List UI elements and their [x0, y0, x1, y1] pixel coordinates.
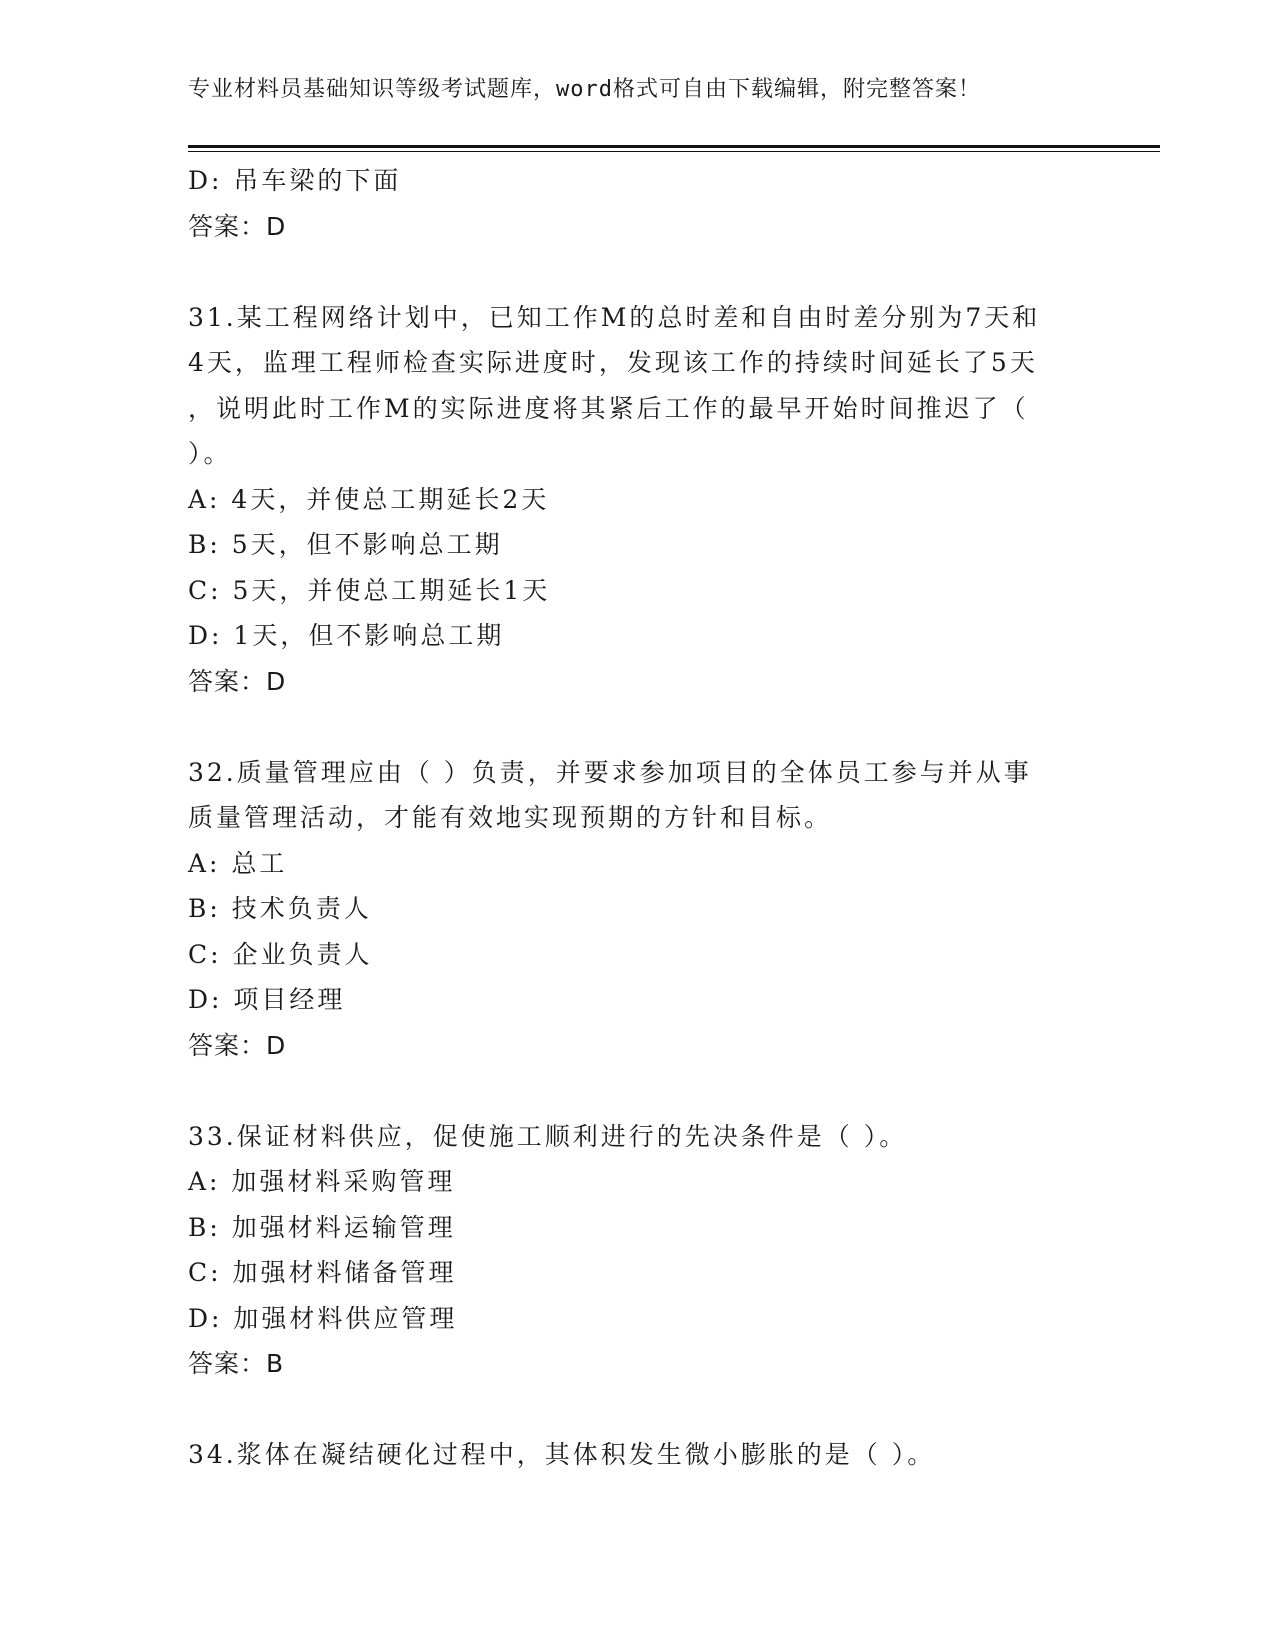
- question-text-line: 4天，监理工程师检查实际进度时，发现该工作的持续时间延长了5天: [188, 348, 1038, 377]
- question-text-line: 32.质量管理应由（ ）负责，并要求参加项目的全体员工参与并从事: [188, 757, 1032, 787]
- option-a: A: 总工: [188, 848, 288, 878]
- option-d: D: 吊车梁的下面: [188, 166, 402, 195]
- question-34: [188, 1432, 1088, 1478]
- spacer: [188, 1387, 1088, 1433]
- option-d: D: 项目经理: [188, 985, 346, 1014]
- question-text-line: ）。: [188, 439, 232, 468]
- question-31: [188, 295, 1088, 705]
- option-a: A: 4天，并使总工期延长2天: [188, 484, 550, 514]
- answer: 答案：D: [188, 666, 287, 696]
- spacer: [188, 704, 1088, 750]
- option-c: C: 加强材料储备管理: [188, 1258, 457, 1287]
- option-b: B: 5天，但不影响总工期: [188, 530, 503, 559]
- option-a: A: 加强材料采购管理: [188, 1167, 456, 1196]
- question-32: [188, 750, 1088, 1069]
- page-header: 专业材料员基础知识等级考试题库，word格式可自由下载编辑，附完整答案！: [188, 77, 981, 102]
- document-body: [188, 158, 1088, 1478]
- spacer: [188, 249, 1088, 295]
- question-text-line: 33.保证材料供应，促使施工顺利进行的先决条件是（ ）。: [188, 1121, 908, 1151]
- option-c: C: 企业负责人: [188, 939, 373, 969]
- question-33: [188, 1114, 1088, 1387]
- question-text-line: 34.浆体在凝结硬化过程中，其体积发生微小膨胀的是（ ）。: [188, 1440, 936, 1469]
- question-text-line: 31.某工程网络计划中，已知工作M的总时差和自由时差分别为7天和: [188, 302, 1041, 332]
- question-text-line: ，说明此时工作M的实际进度将其紧后工作的最早开始时间推迟了（: [188, 393, 1029, 423]
- answer: 答案：D: [188, 1030, 287, 1060]
- option-d: D: 加强材料供应管理: [188, 1303, 458, 1333]
- option-c: C: 5天，并使总工期延长1天: [188, 575, 551, 605]
- spacer: [188, 1068, 1088, 1114]
- option-b: B: 技术负责人: [188, 894, 372, 923]
- question-text-line: 质量管理活动，才能有效地实现预期的方针和目标。: [188, 803, 833, 832]
- question-30-tail: [188, 158, 1088, 249]
- header-rule-thick: [188, 145, 1160, 148]
- option-b: B: 加强材料运输管理: [188, 1212, 456, 1242]
- answer: 答案：D: [188, 211, 287, 241]
- option-d: D: 1天，但不影响总工期: [188, 621, 505, 650]
- header-rule-thin: [188, 151, 1160, 152]
- answer: 答案：B: [188, 1349, 285, 1378]
